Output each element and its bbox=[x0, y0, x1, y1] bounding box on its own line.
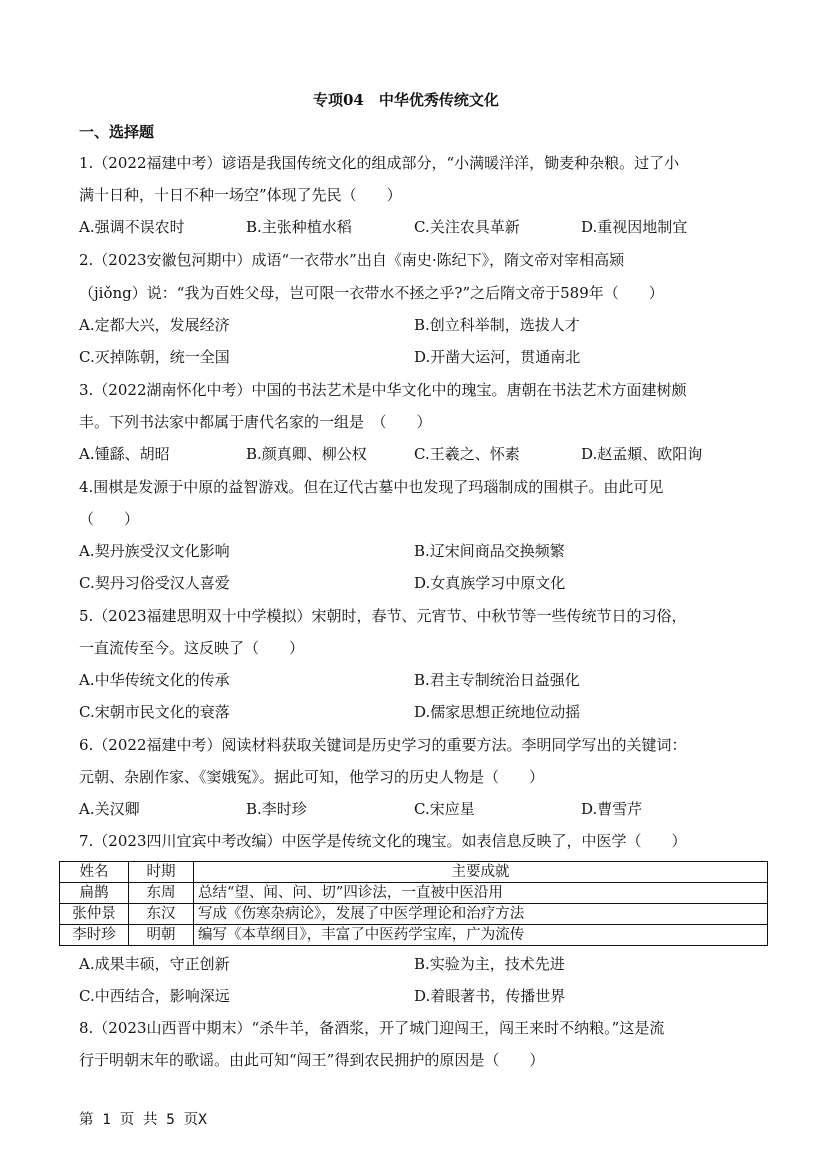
question-2-line-2: （jiǒng）说：“我为百姓父母，岂可限一衣带水不拯之乎?”之后隋文帝于589年（ ） bbox=[79, 284, 664, 302]
table-header-row bbox=[60, 862, 768, 883]
question-8-line-2: 行于明朝末年的歌谣。由此可知“闯王”得到农民拥护的原因是（ ） bbox=[79, 1051, 545, 1069]
question-5-option-a[interactable]: A.中华传统文化的传承 bbox=[79, 671, 230, 689]
question-2-option-b[interactable]: B.创立科举制，选拔人才 bbox=[414, 316, 580, 334]
question-7-option-a[interactable]: A.成果丰硕，守正创新 bbox=[79, 955, 230, 973]
question-5-option-b[interactable]: B.君主专制统治日益强化 bbox=[414, 671, 580, 689]
question-6-option-d[interactable]: D.曹雪芹 bbox=[581, 800, 643, 818]
question-2-option-c[interactable]: C.灭掉陈朝，统一全国 bbox=[79, 348, 230, 366]
table-cell-achievement: 总结“望、闻、问、切”四诊法，一直被中医沿用 bbox=[194, 883, 768, 904]
table-cell-achievement: 编写《本草纲目》，丰富了中医药学宝库，广为流传 bbox=[194, 925, 768, 946]
table-cell-period: 东周 bbox=[129, 883, 194, 904]
question-3-option-b[interactable]: B.颜真卿、柳公权 bbox=[246, 445, 367, 463]
question-6-option-b[interactable]: B.李时珍 bbox=[246, 800, 307, 818]
question-7-option-c[interactable]: C.中西结合，影响深远 bbox=[79, 987, 230, 1005]
question-6-line-2: 元朝、杂剧作家、《窦娥冤》。据此可知，他学习的历史人物是（ ） bbox=[79, 768, 545, 786]
question-4-line-2: （ ） bbox=[79, 510, 140, 528]
question-5-option-d[interactable]: D.儒家思想正统地位动摇 bbox=[414, 703, 581, 721]
question-6-option-a[interactable]: A.关汉卿 bbox=[79, 800, 140, 818]
question-4-option-a[interactable]: A.契丹族受汉文化影响 bbox=[79, 542, 230, 560]
medicine-table bbox=[59, 861, 768, 946]
question-3-line-1: 3.（2022湖南怀化中考）中国的书法艺术是中华文化中的瑰宝。唐朝在书法艺术方面建树颇 bbox=[79, 381, 687, 399]
table-cell-name: 扁鹊 bbox=[60, 883, 129, 904]
table-header-achievement: 主要成就 bbox=[194, 862, 768, 883]
question-1-line-1: 1.（2022福建中考）谚语是我国传统文化的组成部分，“小满暖洋洋，锄麦种杂粮。过了小 bbox=[79, 154, 680, 172]
question-5-line-2: 一直流传至今。这反映了（ ） bbox=[79, 639, 305, 657]
question-3-line-2: 丰。下列书法家中都属于唐代名家的一组是 （ ） bbox=[79, 413, 432, 431]
question-3-option-d[interactable]: D.赵孟頫、欧阳询 bbox=[581, 445, 703, 463]
page-footer: 第 1 页 共 5 页X bbox=[79, 1112, 207, 1128]
question-8-line-1: 8.（2023山西晋中期末）“杀牛羊，备酒浆，开了城门迎闯王，闯王来时不纳粮。”这是流 bbox=[79, 1019, 665, 1037]
table-cell-name: 李时珍 bbox=[60, 925, 129, 946]
question-2-option-a[interactable]: A.定都大兴，发展经济 bbox=[79, 316, 230, 334]
question-4-option-d[interactable]: D.女真族学习中原文化 bbox=[414, 574, 566, 592]
question-5-line-1: 5.（2023福建思明双十中学模拟）宋朝时，春节、元宵节、中秋节等一些传统节日的习俗， bbox=[79, 607, 687, 625]
question-6-line-1: 6.（2022福建中考）阅读材料获取关键词是历史学习的重要方法。李明同学写出的关键词： bbox=[79, 736, 687, 754]
question-6-option-c[interactable]: C.宋应星 bbox=[414, 800, 475, 818]
question-1-option-c[interactable]: C.关注农具革新 bbox=[414, 218, 520, 236]
question-1-option-a[interactable]: A.强调不误农时 bbox=[79, 218, 185, 236]
question-2-line-1: 2.（2023安徽包河期中）成语“一衣带水”出自《南史·陈纪下》，隋文帝对宰相高颎 bbox=[79, 251, 625, 269]
table-header-period: 时期 bbox=[129, 862, 194, 883]
question-4-option-b[interactable]: B.辽宋间商品交换频繁 bbox=[414, 542, 565, 560]
section-heading: 一、选择题 bbox=[79, 123, 155, 141]
table-header-name: 姓名 bbox=[60, 862, 129, 883]
table-cell-name: 张仲景 bbox=[60, 904, 129, 925]
question-3-option-c[interactable]: C.王羲之、怀素 bbox=[414, 445, 520, 463]
table-cell-period: 东汉 bbox=[129, 904, 194, 925]
table-row bbox=[60, 883, 768, 904]
question-2-option-d[interactable]: D.开凿大运河，贯通南北 bbox=[414, 348, 581, 366]
table-row bbox=[60, 904, 768, 925]
question-4-option-c[interactable]: C.契丹习俗受汉人喜爱 bbox=[79, 574, 230, 592]
question-3-option-a[interactable]: A.锺繇、胡昭 bbox=[79, 445, 170, 463]
question-7-option-d[interactable]: D.着眼著书，传播世界 bbox=[414, 987, 566, 1005]
table-cell-period: 明朝 bbox=[129, 925, 194, 946]
question-7-option-b[interactable]: B.实验为主，技术先进 bbox=[414, 955, 565, 973]
question-5-option-c[interactable]: C.宋朝市民文化的衰落 bbox=[79, 703, 230, 721]
question-1-option-d[interactable]: D.重视因地制宜 bbox=[581, 218, 688, 236]
page-title: 专项04 中华优秀传统文化 bbox=[313, 91, 499, 109]
table-row bbox=[60, 925, 768, 946]
question-1-option-b[interactable]: B.主张种植水稻 bbox=[246, 218, 352, 236]
table-cell-achievement: 写成《伤寒杂病论》，发展了中医学理论和治疗方法 bbox=[194, 904, 768, 925]
question-4-line-1: 4.围棋是发源于中原的益智游戏。但在辽代古墓中也发现了玛瑙制成的围棋子。由此可见 bbox=[79, 478, 664, 496]
question-1-line-2: 满十日种，十日不种一场空”体现了先民（ ） bbox=[79, 186, 402, 204]
question-7-line-1: 7.（2023四川宜宾中考改编）中医学是传统文化的瑰宝。如表信息反映了，中医学（ ） bbox=[79, 832, 687, 850]
